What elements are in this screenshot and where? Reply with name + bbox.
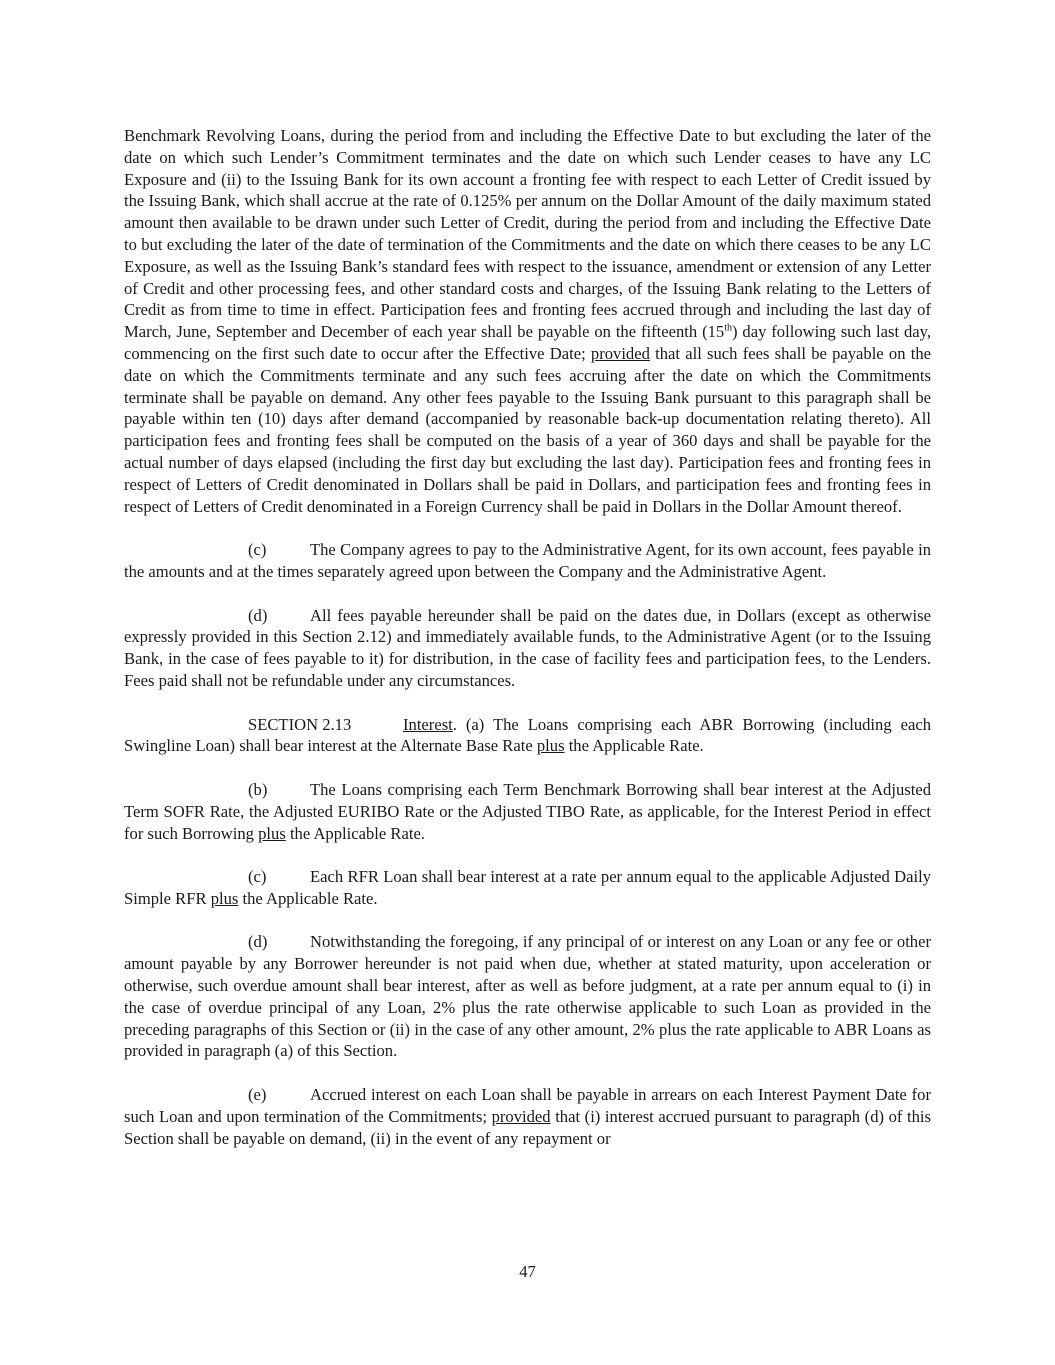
plus-term: plus — [210, 888, 239, 908]
paragraph-label: (d) — [248, 932, 268, 952]
paragraph-2-13-d: (d) Notwithstanding the foregoing, if any principal of or interest on any Loan or any fee or other amount payable by any Borrower hereunder is not paid when due, whether at stated maturity, upon acceleration or otherwise, such overdue amount shall bear interest, after as well as before judgment, at a rate per annum equal to (i) in the case of overdue principal of any Loan, 2% plus the rate otherwise applicable to such Loan as provided in the preceding paragraphs of this Section or (ii) in the case of any other amount, 2% plus the rate applicable to ABR Loans as provided in paragraph (a) of this Section. — [124, 932, 931, 1061]
paragraph-label: (b) — [248, 779, 268, 799]
paragraph-fees-continuation: Benchmark Revolving Loans, during the period from and including the Effective Date to but excluding the later of the date on which such Lender’s Commitment terminates and the date on which such Lender ceases to have any LC Exposure and (ii) to the Issuing Bank for its own account a fronting fee with respect to each Letter of Credit issued by the Issuing Bank, which shall accrue at the rate of 0.125% per annum on the Dollar Amount of the daily maximum stated amount then available to be drawn under such Letter of Credit, during the period from and including the Effective Date to but excluding the later of the date of termination of the Commitments and the date on which there ceases to be any LC Exposure, as well as the Issuing Bank’s standard fees with respect to the issuance, amendment or extension of any Letter of Credit and other processing fees, and other standard costs and charges, of the Issuing Bank relating to the Letters of Credit as from time to time in effect. Participation fees and fronting fees accrued through and including the last day of March, June, September and December of each year shall be payable on the fifteenth (15th) day following such last day, commencing on the first such date to occur after the Effective Date; provided that all such fees shall be payable on the date on which the Commitments terminate and any such fees accruing after the date on which the Commitments terminate shall be payable on demand. Any other fees payable to the Issuing Bank pursuant to this paragraph shall be payable within ten (10) days after demand (accompanied by reasonable back-up documentation relating thereto). All participation fees and fronting fees shall be computed on the basis of a year of 360 days and shall be payable for the actual number of days elapsed (including the first day but excluding the last day). Participation fees and fronting fees in respect of Letters of Credit denominated in Dollars shall be paid in Dollars, and participation fees and fronting fees in respect of Letters of Credit denominated in a Foreign Currency shall be paid in Dollars in the Dollar Amount thereof. — [124, 126, 931, 516]
paragraph-2-12-c: (c) The Company agrees to pay to the Administrative Agent, for its own account, fees payable in the amounts and at the times separately agreed upon between the Company and the Administrative Agent. — [124, 540, 931, 581]
page-number: 47 — [519, 1262, 536, 1281]
paragraph-label: (e) — [248, 1085, 267, 1105]
superscript-th: th — [724, 322, 732, 334]
paragraph-2-13-b: (b) The Loans comprising each Term Benchmark Borrowing shall bear interest at the Adjusted Term SOFR Rate, the Adjusted EURIBO Rate or the Adjusted TIBO Rate, as applicable, for the Interest Period in effect for such Borrowing plus the Applicable Rate. — [124, 779, 931, 843]
section-number: SECTION 2.13 — [248, 714, 352, 734]
plus-term: plus — [536, 736, 565, 756]
paragraph-2-12-d: (d) All fees payable hereunder shall be paid on the dates due, in Dollars (except as otherwise expressly provided in this Section 2.12) and immediately available funds, to the Administrative Agent (or to the Issuing Bank, in the case of fees payable to it) for distribution, in the case of facility fees and participation fees, to the Lenders. Fees paid shall not be refundable under any circumstances. — [124, 605, 931, 690]
paragraph-label: (d) — [248, 605, 268, 625]
provided-term: provided — [590, 343, 650, 363]
document-body — [124, 125, 931, 1149]
paragraph-label: (c) — [248, 867, 267, 887]
section-2-13-interest: SECTION 2.13 Interest. (a) The Loans comprising each ABR Borrowing (including each Swingline Loan) shall bear interest at the Alternate Base Rate plus the Applicable Rate. — [124, 714, 931, 756]
paragraph-2-13-c: (c) Each RFR Loan shall bear interest at a rate per annum equal to the applicable Adjusted Daily Simple RFR plus the Applicable Rate. — [124, 867, 931, 908]
section-heading: Interest — [403, 714, 453, 734]
paragraph-2-13-e: (e) Accrued interest on each Loan shall be payable in arrears on each Interest Payment Date for such Loan and upon termination of the Commitments; provided that (i) interest accrued pursuant to paragraph (d) of this Section shall be payable on demand, (ii) in the event of any repayment or — [124, 1085, 931, 1148]
provided-term: provided — [491, 1106, 551, 1126]
paragraph-label: (c) — [248, 540, 267, 560]
plus-term: plus — [258, 823, 286, 843]
